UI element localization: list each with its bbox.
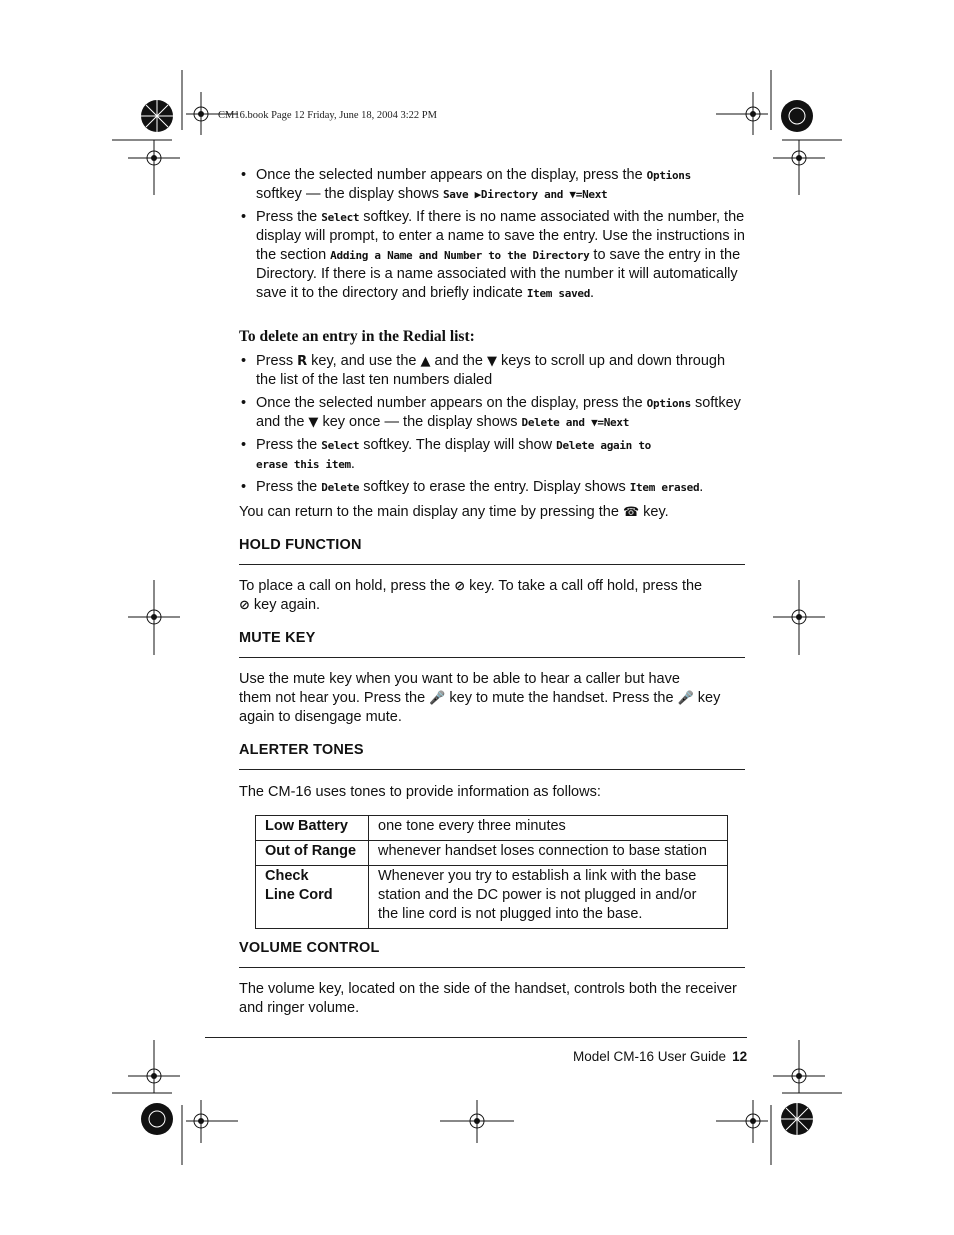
tone-description: Whenever you try to establish a link with the base station and the DC power is not plugged in and/or the line cord is not plugged into the base. bbox=[369, 866, 728, 929]
text-run: To place a call on hold, press the bbox=[239, 578, 455, 594]
lcd-text: Select bbox=[321, 439, 360, 452]
text-run: key. bbox=[639, 504, 669, 520]
list-item bbox=[239, 166, 745, 204]
alerter-tones-table bbox=[255, 815, 728, 929]
paragraph bbox=[239, 577, 745, 615]
list-item bbox=[239, 394, 745, 432]
lcd-text: Options bbox=[646, 397, 691, 410]
lcd-text: Item erased bbox=[629, 481, 700, 494]
text-run: . bbox=[699, 479, 704, 495]
list-item bbox=[239, 208, 745, 303]
text-run: . bbox=[590, 285, 595, 301]
text-run: softkey. The display will show bbox=[359, 437, 557, 453]
list-item bbox=[239, 478, 745, 497]
key-icon: ⊘ bbox=[239, 598, 250, 613]
text-run: softkey and the bbox=[256, 395, 741, 430]
lcd-text: Delete bbox=[321, 481, 360, 494]
print-slug: CM16.book Page 12 Friday, June 18, 2004 3:22 PM bbox=[218, 110, 437, 121]
text-run: them not hear you. Press the bbox=[239, 690, 430, 706]
lcd-text: Adding a Name and Number to the Directory bbox=[330, 249, 590, 262]
subheading: To delete an entry in the Redial list: bbox=[239, 328, 475, 345]
text-run: softkey. If there is no name associated with the number, the display will prompt, to enter a name to save the entry. Use the instructions in the section bbox=[256, 209, 745, 263]
key-icon: ▲ bbox=[420, 354, 431, 369]
text-run: key to mute the handset. Press the bbox=[445, 690, 678, 706]
key-icon: ▼ bbox=[308, 415, 319, 430]
table-row bbox=[256, 866, 728, 929]
tone-name: Low Battery bbox=[256, 816, 369, 841]
list-item bbox=[239, 352, 745, 390]
text-run: key again to disengage mute. bbox=[239, 690, 721, 725]
paragraph: The CM-16 uses tones to provide information as follows: bbox=[239, 784, 601, 800]
text-run: You can return to the main display any time by pressing the bbox=[239, 504, 623, 520]
text-run: key. To take a call off hold, press the bbox=[465, 578, 703, 594]
text-run: Use the mute key when you want to be able to hear a caller but have bbox=[239, 671, 680, 687]
page-footer bbox=[573, 1049, 747, 1064]
page-number: 12 bbox=[732, 1049, 748, 1064]
text-run: Press bbox=[256, 353, 298, 369]
table-row bbox=[256, 816, 728, 841]
lcd-text: Select bbox=[321, 211, 360, 224]
key-icon: ⊘ bbox=[454, 579, 466, 594]
lcd-text: Save ▶Directory and ▼=Next bbox=[442, 188, 608, 201]
text-run: Press the bbox=[256, 209, 322, 225]
paragraph bbox=[239, 670, 745, 727]
lcd-text: erase this item bbox=[256, 458, 351, 471]
lcd-text: Item saved bbox=[526, 287, 591, 300]
tone-name: Out of Range bbox=[256, 841, 369, 866]
paragraph: The volume key, located on the side of the handset, controls both the receiver and ringer volume. bbox=[239, 981, 737, 1016]
section-heading-mute: MUTE KEY bbox=[239, 629, 745, 658]
lcd-text: Delete and ▼=Next bbox=[521, 416, 630, 429]
text-run: Press the bbox=[256, 437, 322, 453]
table-row bbox=[256, 841, 728, 866]
lcd-text: Options bbox=[646, 169, 691, 182]
section-heading-volume: VOLUME CONTROL bbox=[239, 939, 745, 968]
section-heading-alerter: ALERTER TONES bbox=[239, 741, 745, 770]
text-run: Once the selected number appears on the display, press the bbox=[256, 395, 647, 411]
tone-name: Check Line Cord bbox=[256, 866, 369, 929]
footer-rule bbox=[205, 1037, 747, 1038]
text-run: key, and use the bbox=[307, 353, 421, 369]
key-icon: 🎤 bbox=[429, 691, 446, 706]
list-item bbox=[239, 436, 745, 474]
footer-title: Model CM-16 User Guide bbox=[573, 1049, 727, 1064]
text-run: key once — the display shows bbox=[318, 414, 522, 430]
text-run: softkey — the display shows bbox=[256, 186, 443, 202]
key-icon: ☎ bbox=[622, 505, 640, 520]
text-run: keys to scroll up and down through the list of the last ten numbers dialed bbox=[256, 353, 726, 388]
text-run: Once the selected number appears on the display, press the bbox=[256, 167, 647, 183]
text-run: softkey to erase the entry. Display shows bbox=[359, 479, 630, 495]
text-run: Press the bbox=[256, 479, 322, 495]
text-run: to save the entry in the Directory. If there is a name associated with the number it will automatically save it to the directory and briefly indicate bbox=[256, 247, 741, 301]
key-icon: ▼ bbox=[486, 354, 497, 369]
text-run: and the bbox=[430, 353, 487, 369]
lcd-text: Delete again to bbox=[556, 439, 651, 452]
tone-description: one tone every three minutes bbox=[369, 816, 728, 841]
paragraph bbox=[239, 503, 745, 522]
text-run: key again. bbox=[249, 597, 321, 613]
key-icon: 🎤 bbox=[677, 691, 694, 706]
tone-description: whenever handset loses connection to base station bbox=[369, 841, 728, 866]
section-heading-hold: HOLD FUNCTION bbox=[239, 536, 745, 565]
key-icon: R bbox=[297, 354, 308, 369]
text-run: . bbox=[350, 456, 355, 472]
